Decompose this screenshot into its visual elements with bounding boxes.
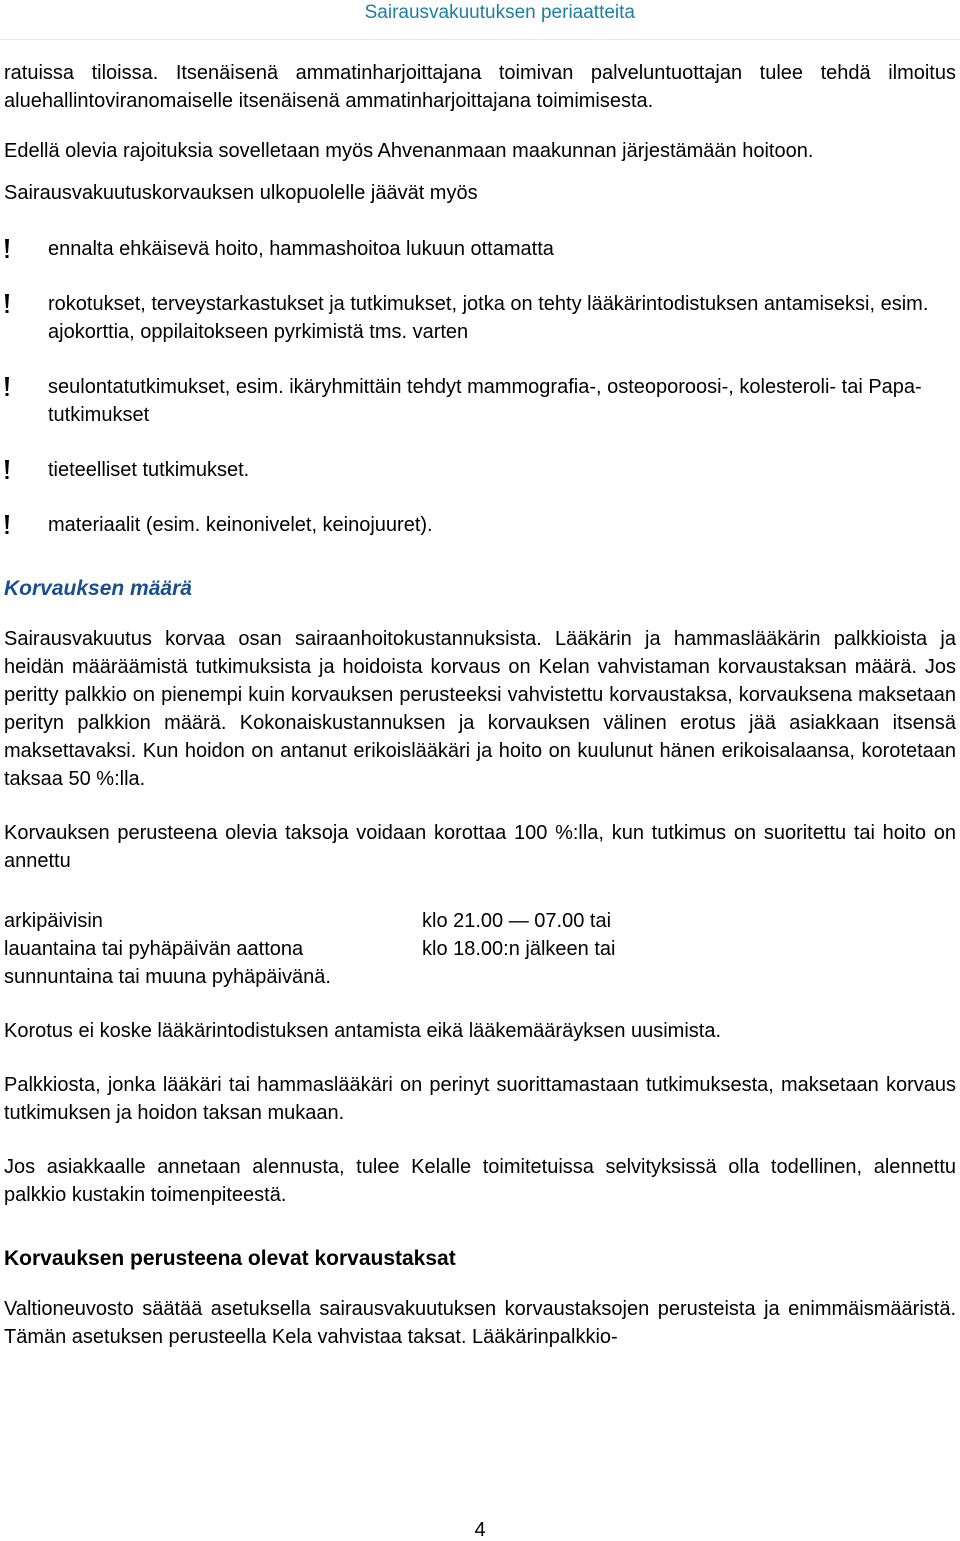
list-item <box>4 373 956 429</box>
exclamation-bullet-icon <box>0 238 14 260</box>
list-item-text: materiaalit (esim. keinonivelet, keinojuuret). <box>48 514 433 536</box>
header-title: Sairausvakuutuksen periaatteita <box>364 2 635 23</box>
paragraph: Palkkiosta, jonka lääkäri tai hammaslääkäri on perinyt suorittamastaan tutkimuksesta, maksetaan korvaus tutkimuksen ja hoidon taksan mukaan. <box>4 1074 956 1124</box>
exclamation-bullet-icon <box>0 293 14 315</box>
paragraph: Korotus ei koske lääkärintodistuksen antamista eikä lääkemääräyksen uusimista. <box>4 1020 722 1042</box>
exclamation-bullet-icon <box>0 376 14 398</box>
page-number: 4 <box>474 1519 486 1541</box>
exclamation-bullet-icon <box>0 514 14 536</box>
schedule-day: arkipäivisin <box>4 910 103 932</box>
list-item <box>4 290 956 346</box>
paragraph: Sairausvakuutus korvaa osan sairaanhoitokustannuksista. Lääkärin ja hammaslääkärin palkkioista ja heidän määräämistä tutkimuksista ja hoidoista korvaus on Kelan vahvistaman korvaustaksan määrä. Jos peritty palkkio on pienempi kuin korvauksen perusteeksi vahvistettu korvaustaksa, korvauksena maksetaan perityn palkkion määrä. Kokonaiskustannuksen ja korvauksen välinen erotus jää asiakkaan itsensä maksettavaksi. Kun hoidon on antanut erikoislääkäri ja hoito on kuulunut hänen erikoisalaansa, korotetaan taksaa 50 %:lla. <box>4 628 956 790</box>
section-heading: Korvauksen määrä <box>4 577 192 600</box>
paragraph: Sairausvakuutuskorvauksen ulkopuolelle jäävät myös <box>4 182 478 204</box>
schedule-day: lauantaina tai pyhäpäivän aattona <box>4 938 304 960</box>
document-body <box>4 59 956 1351</box>
paragraph: Valtioneuvosto säätää asetuksella sairausvakuutuksen korvaustaksojen perusteista ja enimmäismääristä. Tämän asetuksen perusteella Kela vahvistaa taksat. Lääkärinpalkkio- <box>4 1298 956 1348</box>
page-header <box>0 0 960 40</box>
list-item-text: rokotukset, terveystarkastukset ja tutkimukset, jotka on tehty lääkärintodistuksen antamiseksi, esim. ajokorttia, oppilaitokseen pyrkimistä tms. varten <box>48 293 929 343</box>
schedule-time: klo 21.00 — 07.00 tai <box>422 910 612 932</box>
surcharge-schedule <box>4 907 956 991</box>
list-item <box>4 456 956 484</box>
schedule-day: sunnuntaina tai muuna pyhäpäivänä. <box>4 966 331 988</box>
paragraph: Edellä olevia rajoituksia sovelletaan myös Ahvenanmaan maakunnan järjestämään hoitoon. <box>4 140 814 162</box>
list-item-text: seulontatutkimukset, esim. ikäryhmittäin tehdyt mammografia-, osteoporoosi-, kolesteroli- tai Papa-tutkimukset <box>48 376 922 426</box>
paragraph: ratuissa tiloissa. Itsenäisenä ammatinharjoittajana toimivan palveluntuottajan tulee tehdä ilmoitus aluehallintoviranomaiselle itsenäisenä ammatinharjoittajana toimimisesta. <box>4 62 956 112</box>
section-heading: Korvauksen perusteena olevat korvaustaksat <box>4 1247 456 1270</box>
list-item <box>4 235 956 263</box>
list-item-text: tieteelliset tutkimukset. <box>48 459 250 481</box>
exclusion-list <box>4 235 956 539</box>
schedule-time <box>422 963 822 991</box>
paragraph: Korvauksen perusteena olevia taksoja voidaan korottaa 100 %:lla, kun tutkimus on suoritettu tai hoito on annettu <box>4 822 956 872</box>
schedule-time: klo 18.00:n jälkeen tai <box>422 938 616 960</box>
exclamation-bullet-icon <box>0 459 14 481</box>
list-item-text: ennalta ehkäisevä hoito, hammashoitoa lukuun ottamatta <box>48 238 554 260</box>
list-item <box>4 511 956 539</box>
paragraph: Jos asiakkaalle annetaan alennusta, tulee Kelalle toimitetuissa selvityksissä olla todellinen, alennettu palkkio kustakin toimenpiteestä. <box>4 1156 956 1206</box>
